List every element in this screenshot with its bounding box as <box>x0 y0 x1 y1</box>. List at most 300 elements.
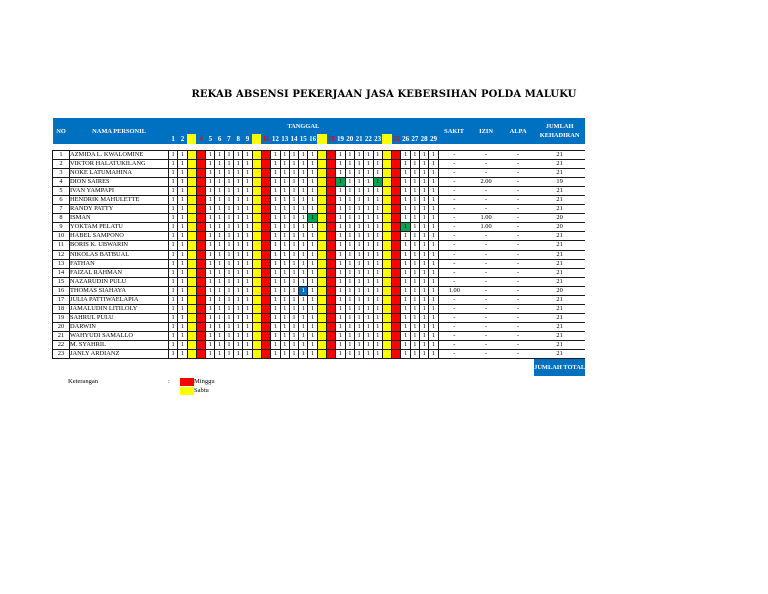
attendance-cell: 1 <box>271 331 280 340</box>
row-number: 23 <box>53 350 70 359</box>
attendance-cell: 1 <box>280 232 289 241</box>
attendance-cell: 1 <box>429 214 438 223</box>
attendance-cell: 1 <box>243 196 252 205</box>
attendance-cell: 1 <box>364 340 373 349</box>
alpa-value: - <box>502 241 534 250</box>
attendance-cell <box>187 241 196 250</box>
attendance-cell: 1 <box>206 214 215 223</box>
table-header <box>53 118 586 151</box>
attendance-cell: 1 <box>234 196 243 205</box>
attendance-cell: 1 <box>373 286 382 295</box>
attendance-cell: 1 <box>178 169 187 178</box>
sakit-value: - <box>438 151 470 160</box>
attendance-cell: 1 <box>271 223 280 232</box>
attendance-cell: 1 <box>354 232 363 241</box>
attendance-cell <box>196 232 205 241</box>
attendance-cell: 1 <box>354 268 363 277</box>
attendance-cell <box>392 223 401 232</box>
table-row <box>53 313 586 322</box>
attendance-cell: 1 <box>354 340 363 349</box>
attendance-cell: 1 <box>429 196 438 205</box>
day-header: 14 <box>290 135 298 143</box>
attendance-cell: 1 <box>243 178 252 187</box>
attendance-cell: 1 <box>243 169 252 178</box>
attendance-cell: 1 <box>354 214 363 223</box>
attendance-cell <box>261 241 270 250</box>
personnel-name: FATHAN <box>70 259 169 268</box>
attendance-cell <box>187 178 196 187</box>
attendance-cell: 1 <box>280 331 289 340</box>
attendance-cell: 1 <box>178 350 187 359</box>
attendance-cell: 1 <box>410 187 419 196</box>
izin-value: - <box>470 151 502 160</box>
attendance-cell: 1 <box>308 331 317 340</box>
attendance-cell: 1 <box>280 277 289 286</box>
attendance-cell: 1 <box>243 313 252 322</box>
attendance-cell: 1 <box>354 151 363 160</box>
attendance-cell: 1 <box>429 178 438 187</box>
attendance-cell <box>327 160 336 169</box>
attendance-cell <box>261 313 270 322</box>
alpa-value: - <box>502 340 534 349</box>
attendance-cell: 1 <box>234 331 243 340</box>
attendance-cell: 1 <box>345 268 354 277</box>
attendance-cell: 1 <box>280 160 289 169</box>
attendance-cell: 1 <box>215 196 224 205</box>
attendance-cell: 1 <box>224 286 233 295</box>
attendance-cell: 1 <box>336 286 345 295</box>
jumlah-value: 21 <box>534 350 585 359</box>
attendance-cell: 1 <box>280 214 289 223</box>
attendance-cell: 1 <box>401 241 410 250</box>
attendance-cell <box>382 331 391 340</box>
attendance-cell: 1 <box>243 241 252 250</box>
attendance-cell: 1 <box>336 178 345 187</box>
attendance-cell <box>261 187 270 196</box>
attendance-cell: 1 <box>308 232 317 241</box>
attendance-cell: 1 <box>420 250 429 259</box>
izin-value: - <box>470 160 502 169</box>
attendance-cell: 1 <box>364 241 373 250</box>
attendance-cell <box>317 295 326 304</box>
alpa-value: - <box>502 160 534 169</box>
attendance-cell <box>187 250 196 259</box>
attendance-cell: 1 <box>224 277 233 286</box>
attendance-cell: 1 <box>345 223 354 232</box>
attendance-cell <box>252 196 261 205</box>
attendance-cell: 1 <box>206 259 215 268</box>
attendance-cell: 1 <box>289 350 298 359</box>
attendance-cell: 1 <box>289 322 298 331</box>
attendance-cell <box>317 268 326 277</box>
attendance-cell: 1 <box>336 196 345 205</box>
attendance-cell: 1 <box>224 160 233 169</box>
attendance-cell: 1 <box>336 331 345 340</box>
attendance-cell: 1 <box>345 331 354 340</box>
attendance-cell: 1 <box>420 214 429 223</box>
attendance-cell: 1 <box>280 286 289 295</box>
attendance-cell: 1 <box>420 241 429 250</box>
attendance-cell: 1 <box>429 160 438 169</box>
attendance-cell <box>252 187 261 196</box>
attendance-cell: 1 <box>289 313 298 322</box>
attendance-cell: 1 <box>234 205 243 214</box>
attendance-cell: 1 <box>206 268 215 277</box>
attendance-cell: 1 <box>271 196 280 205</box>
attendance-cell <box>317 304 326 313</box>
attendance-cell <box>196 214 205 223</box>
attendance-cell: 1 <box>178 214 187 223</box>
attendance-cell: 1 <box>401 196 410 205</box>
attendance-cell: 1 <box>364 331 373 340</box>
attendance-cell: 1 <box>169 350 178 359</box>
attendance-cell: 1 <box>206 250 215 259</box>
attendance-cell <box>252 313 261 322</box>
attendance-cell <box>392 277 401 286</box>
attendance-cell: 1 <box>289 232 298 241</box>
attendance-cell <box>261 259 270 268</box>
attendance-cell <box>392 214 401 223</box>
attendance-cell: 1 <box>289 259 298 268</box>
attendance-cell <box>392 232 401 241</box>
attendance-cell <box>261 196 270 205</box>
personnel-name: JAMALUDIN LITILOLY <box>70 304 169 313</box>
row-number: 7 <box>53 205 70 214</box>
attendance-cell: 1 <box>243 187 252 196</box>
row-number: 5 <box>53 187 70 196</box>
attendance-cell <box>382 169 391 178</box>
header-izin: IZIN <box>470 118 502 144</box>
attendance-cell: 1 <box>420 277 429 286</box>
attendance-cell: 1 <box>364 322 373 331</box>
attendance-cell: 1 <box>178 295 187 304</box>
sakit-value: - <box>438 223 470 232</box>
row-number: 2 <box>53 160 70 169</box>
attendance-cell: 1 <box>373 259 382 268</box>
attendance-cell: 1 <box>215 322 224 331</box>
attendance-cell: 1 <box>354 295 363 304</box>
sakit-value: - <box>438 232 470 241</box>
attendance-cell: 1 <box>271 304 280 313</box>
sakit-value: - <box>438 250 470 259</box>
attendance-cell: 1 <box>373 205 382 214</box>
attendance-cell: 1 <box>345 196 354 205</box>
attendance-cell: 1 <box>271 205 280 214</box>
attendance-cell: 1 <box>354 223 363 232</box>
attendance-cell: 1 <box>345 322 354 331</box>
legend-item-sunday: Minggu <box>194 378 215 385</box>
attendance-cell <box>196 223 205 232</box>
attendance-cell: 1 <box>234 277 243 286</box>
attendance-cell: 1 <box>234 187 243 196</box>
sakit-value: - <box>438 304 470 313</box>
alpa-value: - <box>502 196 534 205</box>
attendance-cell <box>327 169 336 178</box>
attendance-cell: 1 <box>271 160 280 169</box>
attendance-cell <box>261 160 270 169</box>
attendance-cell: 1 <box>206 223 215 232</box>
table-row <box>53 187 586 196</box>
attendance-cell: 1 <box>206 151 215 160</box>
attendance-cell: 1 <box>169 151 178 160</box>
attendance-cell <box>382 178 391 187</box>
attendance-cell <box>187 350 196 359</box>
alpa-value: - <box>502 295 534 304</box>
attendance-cell: 1 <box>280 151 289 160</box>
izin-value: - <box>470 322 502 331</box>
attendance-cell: 1 <box>336 277 345 286</box>
attendance-cell <box>196 169 205 178</box>
attendance-cell: 1 <box>243 286 252 295</box>
izin-value: - <box>470 331 502 340</box>
day-header <box>317 134 326 144</box>
attendance-cell: 1 <box>206 295 215 304</box>
personnel-name: HABEL SAMPONO <box>70 232 169 241</box>
attendance-cell: 1 <box>271 178 280 187</box>
attendance-cell: 1 <box>178 322 187 331</box>
attendance-cell <box>317 160 326 169</box>
attendance-cell: 1 <box>271 322 280 331</box>
attendance-cell: 1 <box>401 277 410 286</box>
attendance-cell: 1 <box>234 178 243 187</box>
day-header: 18 <box>327 135 335 143</box>
attendance-cell <box>392 350 401 359</box>
attendance-cell: 1 <box>178 232 187 241</box>
attendance-cell: 1 <box>271 250 280 259</box>
attendance-cell: 1 <box>169 286 178 295</box>
alpa-value: - <box>502 178 534 187</box>
attendance-cell <box>327 268 336 277</box>
attendance-cell: 1 <box>354 313 363 322</box>
attendance-cell: 1 <box>224 223 233 232</box>
attendance-cell: 1 <box>224 259 233 268</box>
jumlah-value: 21 <box>534 205 585 214</box>
jumlah-value: 21 <box>534 160 585 169</box>
attendance-cell: 1 <box>289 268 298 277</box>
attendance-cell: 1 <box>373 322 382 331</box>
table-row <box>53 268 586 277</box>
attendance-cell: 1 <box>215 232 224 241</box>
attendance-cell: 1 <box>354 187 363 196</box>
attendance-cell <box>252 250 261 259</box>
jumlah-value: 21 <box>534 241 585 250</box>
attendance-cell: 1 <box>345 151 354 160</box>
attendance-cell: 1 <box>224 268 233 277</box>
day-header: 1 <box>169 134 178 144</box>
attendance-cell <box>327 313 336 322</box>
row-number: 3 <box>53 169 70 178</box>
attendance-cell <box>382 151 391 160</box>
attendance-cell <box>196 268 205 277</box>
izin-value: - <box>470 250 502 259</box>
attendance-cell <box>196 286 205 295</box>
attendance-cell: 1 <box>308 322 317 331</box>
sakit-value: - <box>438 340 470 349</box>
day-header: 29 <box>429 135 437 143</box>
attendance-cell: 1 <box>373 169 382 178</box>
attendance-cell: 1 <box>336 295 345 304</box>
table-row <box>53 295 586 304</box>
sakit-value: - <box>438 187 470 196</box>
table-row <box>53 178 586 187</box>
izin-value: - <box>470 196 502 205</box>
attendance-cell <box>252 223 261 232</box>
attendance-cell: 1 <box>215 268 224 277</box>
attendance-cell: 1 <box>308 223 317 232</box>
day-header <box>187 134 196 144</box>
jumlah-value: 21 <box>534 340 585 349</box>
attendance-cell: 1 <box>178 205 187 214</box>
personnel-name: JANLY ARDIANZ <box>70 350 169 359</box>
row-number: 22 <box>53 340 70 349</box>
attendance-cell <box>196 196 205 205</box>
table-body <box>53 151 586 377</box>
day-header: 6 <box>215 134 224 144</box>
attendance-cell: 1 <box>178 160 187 169</box>
attendance-cell: 1 <box>234 223 243 232</box>
attendance-cell: 1 <box>420 178 429 187</box>
attendance-cell: 1 <box>178 331 187 340</box>
personnel-name: NIKOLAS BATBUAL <box>70 250 169 259</box>
attendance-cell: 1 <box>224 214 233 223</box>
attendance-cell <box>252 178 261 187</box>
attendance-cell <box>196 250 205 259</box>
attendance-cell: 1 <box>234 214 243 223</box>
row-number: 16 <box>53 286 70 295</box>
personnel-name: DION SAIRES <box>70 178 169 187</box>
attendance-cell: 1 <box>401 151 410 160</box>
attendance-cell: 1 <box>345 187 354 196</box>
attendance-cell: 1 <box>224 331 233 340</box>
attendance-cell: 1 <box>401 268 410 277</box>
attendance-cell <box>261 169 270 178</box>
attendance-cell <box>261 295 270 304</box>
attendance-cell: 1 <box>336 250 345 259</box>
attendance-cell <box>392 286 401 295</box>
attendance-cell: 1 <box>215 223 224 232</box>
attendance-cell <box>261 304 270 313</box>
attendance-cell: 1 <box>410 160 419 169</box>
attendance-cell: 1 <box>410 232 419 241</box>
attendance-cell <box>317 322 326 331</box>
attendance-cell: 1 <box>410 241 419 250</box>
attendance-cell <box>382 259 391 268</box>
attendance-cell: 1 <box>234 169 243 178</box>
attendance-cell: 1 <box>234 241 243 250</box>
attendance-cell: 1 <box>299 178 308 187</box>
attendance-cell: 1 <box>289 169 298 178</box>
alpa-value: - <box>502 250 534 259</box>
attendance-cell <box>317 232 326 241</box>
attendance-cell: 1 <box>308 268 317 277</box>
alpa-value: - <box>502 313 534 322</box>
attendance-cell: 1 <box>345 214 354 223</box>
attendance-cell <box>382 214 391 223</box>
attendance-cell: 1 <box>336 313 345 322</box>
attendance-cell: 1 <box>354 286 363 295</box>
table-row <box>53 286 586 295</box>
attendance-cell <box>392 295 401 304</box>
attendance-cell <box>187 313 196 322</box>
sakit-value: - <box>438 295 470 304</box>
attendance-cell <box>261 350 270 359</box>
attendance-cell <box>196 295 205 304</box>
attendance-cell: 1 <box>308 295 317 304</box>
attendance-cell <box>252 151 261 160</box>
report-title: REKAB ABSENSI PEKERJAAN JASA KEBERSIHAN POLDA MALUKU <box>191 89 577 100</box>
attendance-cell: 1 <box>280 178 289 187</box>
attendance-cell: 1 <box>243 223 252 232</box>
personnel-name: WAHYUDI SAMALLO <box>70 331 169 340</box>
attendance-cell: 1 <box>299 304 308 313</box>
attendance-cell: 1 <box>429 259 438 268</box>
attendance-cell: 1 <box>234 350 243 359</box>
attendance-cell <box>196 241 205 250</box>
attendance-cell: 1 <box>243 151 252 160</box>
row-number: 10 <box>53 232 70 241</box>
attendance-cell <box>252 214 261 223</box>
attendance-cell <box>382 304 391 313</box>
attendance-cell <box>327 331 336 340</box>
jumlah-value: 21 <box>534 295 585 304</box>
attendance-cell: 1 <box>169 178 178 187</box>
attendance-cell: 1 <box>364 205 373 214</box>
attendance-cell <box>196 160 205 169</box>
attendance-cell: 1 <box>354 304 363 313</box>
attendance-cell <box>252 295 261 304</box>
attendance-cell: 1 <box>215 259 224 268</box>
attendance-cell: 1 <box>410 304 419 313</box>
attendance-cell: 1 <box>224 205 233 214</box>
attendance-cell: 1 <box>299 286 308 295</box>
day-header: 2 <box>178 134 187 144</box>
attendance-cell: 1 <box>234 322 243 331</box>
attendance-cell <box>317 169 326 178</box>
jumlah-value: 21 <box>534 187 585 196</box>
attendance-cell: 1 <box>336 187 345 196</box>
attendance-cell: 1 <box>280 268 289 277</box>
attendance-cell: 1 <box>373 241 382 250</box>
attendance-cell: 1 <box>289 151 298 160</box>
attendance-cell <box>392 187 401 196</box>
alpa-value: - <box>502 259 534 268</box>
attendance-cell: 1 <box>280 187 289 196</box>
sakit-value: - <box>438 169 470 178</box>
attendance-cell: 1 <box>178 250 187 259</box>
attendance-cell: 1 <box>234 259 243 268</box>
attendance-cell: 1 <box>420 313 429 322</box>
attendance-cell <box>196 340 205 349</box>
attendance-cell: 1 <box>243 295 252 304</box>
attendance-cell <box>392 313 401 322</box>
attendance-cell: 1 <box>299 259 308 268</box>
attendance-cell <box>327 187 336 196</box>
day-header: 25 <box>392 135 400 143</box>
personnel-name: HENDRIK MAHULETTE <box>70 196 169 205</box>
attendance-cell: 1 <box>364 250 373 259</box>
attendance-cell: 1 <box>224 340 233 349</box>
attendance-cell: 1 <box>429 304 438 313</box>
attendance-cell: 1 <box>299 241 308 250</box>
table-row <box>53 259 586 268</box>
row-number: 9 <box>53 223 70 232</box>
attendance-cell: 1 <box>401 205 410 214</box>
attendance-cell: 1 <box>354 196 363 205</box>
attendance-cell: 1 <box>429 286 438 295</box>
jumlah-value: 21 <box>534 322 585 331</box>
attendance-cell: 1 <box>410 169 419 178</box>
attendance-cell: 1 <box>401 214 410 223</box>
